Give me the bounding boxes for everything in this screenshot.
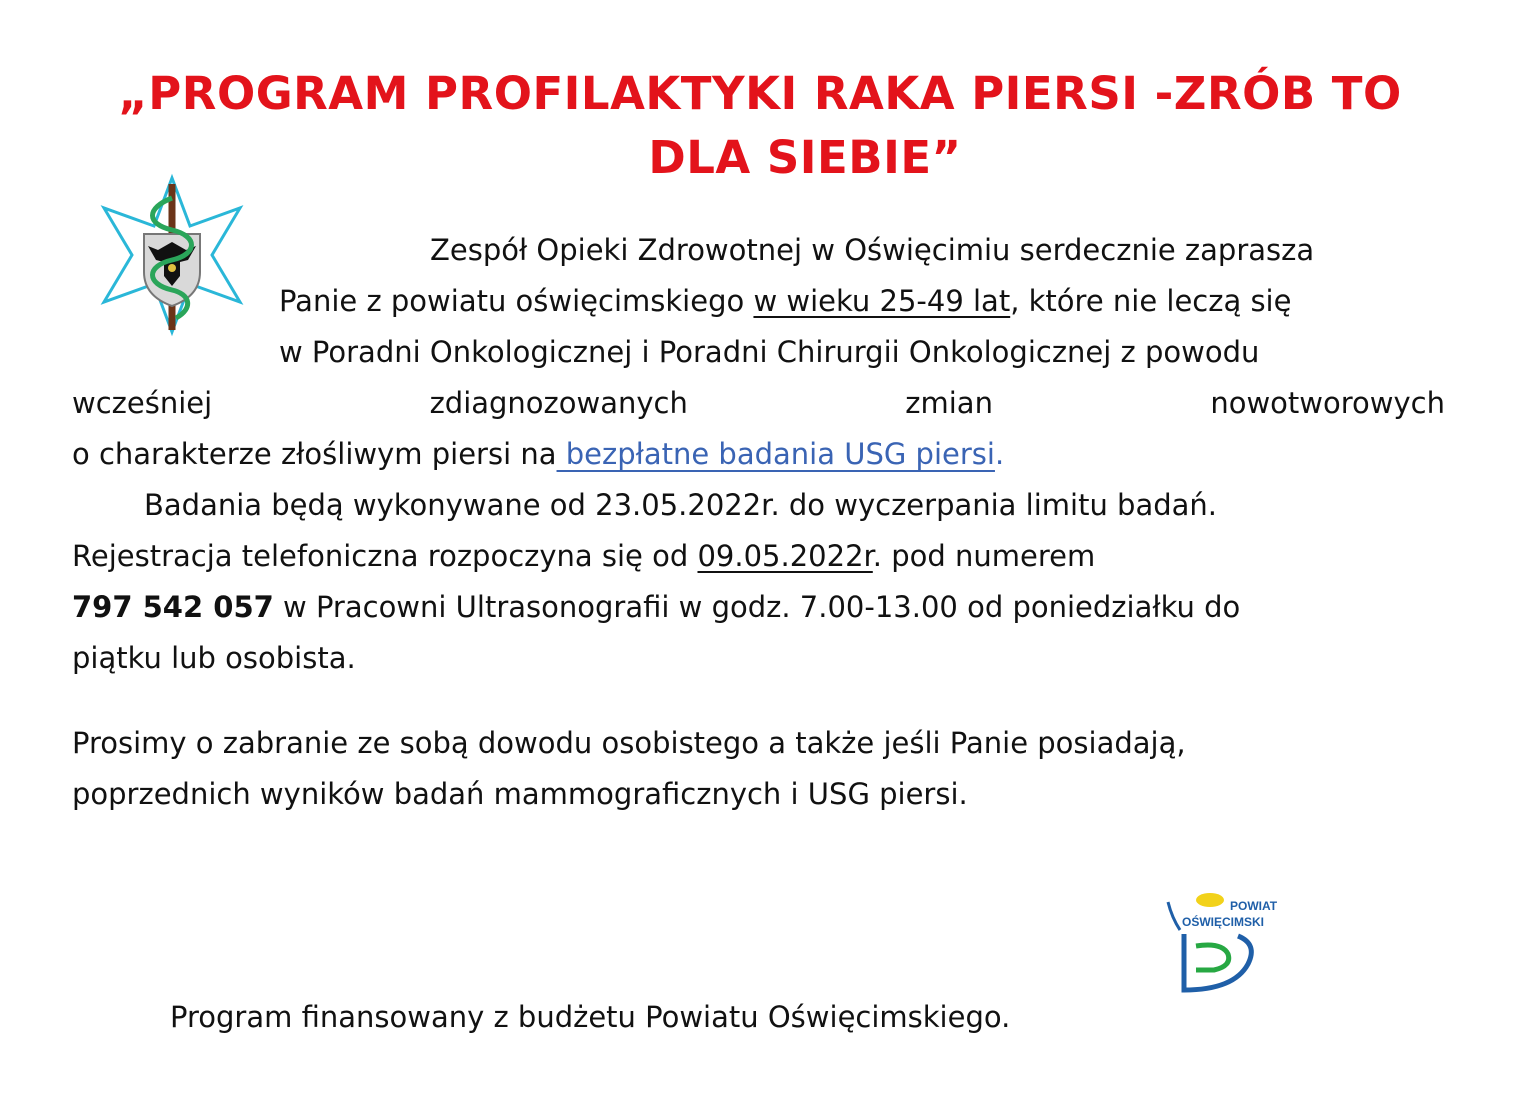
- spacer: [72, 684, 1445, 718]
- para2-line-2-start: Rejestracja telefoniczna rozpoczyna się od: [72, 539, 698, 573]
- para1-line-3: w Poradni Onkologicznej i Poradni Chirurgii Onkologicznej z powodu: [279, 335, 1260, 369]
- word: nowotworowych: [1210, 386, 1445, 420]
- registration-date: 09.05.2022r: [697, 539, 873, 573]
- word: zmian: [905, 386, 993, 420]
- para1-line-2-start: Panie z powiatu oświęcimskiego: [279, 284, 754, 318]
- para3-line-1: Prosimy o zabranie ze sobą dowodu osobistego a także jeśli Panie posiadają,: [72, 726, 1186, 760]
- age-range: w wieku 25-49 lat: [753, 284, 1011, 318]
- powiat-oswiecimski-logo-icon: [1162, 890, 1297, 995]
- para2-line-2-end: . pod numerem: [872, 539, 1096, 573]
- phone-number: 797 542 057: [72, 590, 274, 624]
- para2-line-1: Badania będą wykonywane od 23.05.2022r. do wyczerpania limitu badań.: [144, 488, 1218, 522]
- logo-line-2: OŚWIĘCIMSKI: [1182, 915, 1265, 929]
- para1-line-4: [72, 378, 1445, 429]
- free-usg-link[interactable]: bezpłatne badania USG piersi: [556, 437, 995, 471]
- para1-line-5: [72, 429, 1445, 480]
- page-title: [60, 62, 1460, 190]
- period: .: [994, 437, 1005, 471]
- invitation-text: [72, 225, 1445, 820]
- para1-line-5-start: o charakterze złośliwym piersi na: [72, 437, 557, 471]
- para1-line-1: Zespół Opieki Zdrowotnej w Oświęcimiu serdecznie zaprasza: [430, 233, 1315, 267]
- para2-line-3-end: w Pracowni Ultrasonografii w godz. 7.00-13.00 od poniedziałku do: [273, 590, 1241, 624]
- footer-note: Program finansowany z budżetu Powiatu Oświęcimskiego.: [170, 1000, 1011, 1034]
- para2-line-2: [72, 531, 1445, 582]
- para3-line-2: poprzednich wyników badań mammograficznych i USG piersi.: [72, 777, 968, 811]
- title-line-2: DLA SIEBIE”: [648, 131, 962, 184]
- word: zdiagnozowanych: [429, 386, 688, 420]
- word: wcześniej: [72, 386, 213, 420]
- para1-line-2: [72, 276, 1445, 327]
- para1-line-2-end: , które nie leczą się: [1010, 284, 1292, 318]
- para2-line-4: piątku lub osobista.: [72, 641, 356, 675]
- title-line-1: „PROGRAM PROFILAKTYKI RAKA PIERSI -ZRÓB TO: [118, 67, 1402, 120]
- logo-line-1: POWIAT: [1230, 899, 1278, 913]
- para2-line-3: [72, 582, 1445, 633]
